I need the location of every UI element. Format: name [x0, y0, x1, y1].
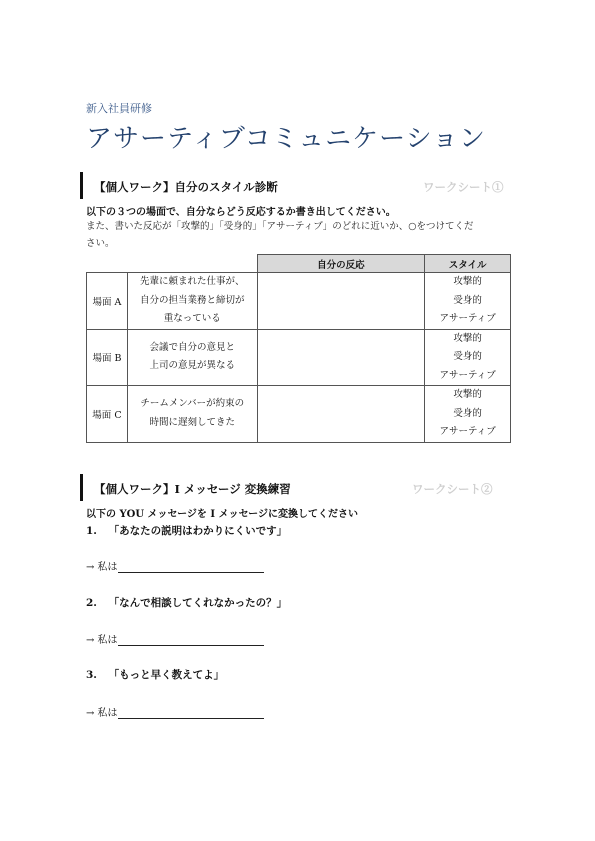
situation-line: 自分の担当業務と締切が	[140, 294, 245, 306]
section-1-instruction-bold: 以下の３つの場面で、自分ならどう反応するか書き出してください。	[86, 207, 396, 218]
section-2-instruction-bold: 以下の YOU メッセージを I メッセージに変換してください	[86, 509, 358, 520]
question-number: 3.	[86, 669, 97, 681]
style-option-passive[interactable]: 受身的	[453, 294, 482, 306]
situation-line: 先輩に頼まれた仕事が、	[140, 276, 245, 287]
table-header-blank	[87, 255, 258, 273]
table-row	[87, 386, 511, 443]
style-option-aggressive[interactable]: 攻撃的	[453, 332, 482, 344]
section-1-instruction	[86, 218, 516, 252]
style-option-aggressive[interactable]: 攻撃的	[453, 276, 482, 287]
question-1	[86, 523, 287, 538]
question-text: 「もっと早く教えてよ」	[108, 669, 225, 681]
situation-line: 時間に遅刻してきた	[149, 416, 236, 428]
diagnosis-table	[86, 254, 511, 443]
situation-cell	[127, 329, 257, 386]
worksheet-2-label: ワークシート②	[412, 482, 493, 496]
reaction-input-cell[interactable]	[257, 273, 425, 330]
style-option-assertive[interactable]: アサーティブ	[439, 369, 496, 381]
section-1-instruction-line-1: また、書いた反応が「攻撃的」「受身的」「アサーティブ」のどれに近いか、○をつけてくだ	[86, 221, 474, 232]
section-1-bar	[80, 172, 83, 199]
answer-prefix: → 私は	[86, 635, 118, 646]
question-number: 1.	[86, 525, 97, 537]
course-subtitle: 新入社員研修	[86, 102, 152, 115]
section-1-instruction-line-2: さい。	[86, 238, 115, 249]
question-number: 2.	[86, 597, 97, 609]
section-2-title: 【個人ワーク】I メッセージ 変換練習	[94, 482, 291, 496]
answer-line-input[interactable]	[118, 633, 264, 646]
reaction-input-cell[interactable]	[257, 329, 425, 386]
style-option-passive[interactable]: 受身的	[453, 351, 482, 362]
style-option-assertive[interactable]: アサーティブ	[439, 313, 496, 324]
table-header-row	[87, 255, 511, 273]
question-2	[86, 595, 287, 610]
worksheet-1-label: ワークシート①	[423, 180, 504, 194]
column-header-reaction: 自分の反応	[257, 255, 425, 273]
column-header-style: スタイル	[425, 255, 511, 273]
table-row	[87, 273, 511, 330]
question-text: 「なんで相談してくれなかったの？」	[108, 597, 288, 609]
style-options-cell	[425, 273, 511, 330]
answer-line-input[interactable]	[118, 560, 264, 573]
answer-line-input[interactable]	[118, 706, 264, 719]
table-row	[87, 329, 511, 386]
style-options-cell	[425, 386, 511, 443]
answer-prefix: → 私は	[86, 708, 118, 719]
style-option-assertive[interactable]: アサーティブ	[439, 426, 496, 437]
scene-label: 場面 B	[87, 329, 128, 386]
situation-line: 会議で自分の意見と	[149, 341, 236, 353]
section-2-bar	[80, 474, 83, 501]
question-3	[86, 667, 224, 682]
answer-3	[86, 704, 264, 719]
question-text: 「あなたの説明はわかりにくいです」	[108, 525, 288, 537]
answer-prefix: → 私は	[86, 562, 118, 573]
section-1-title: 【個人ワーク】自分のスタイル診断	[94, 180, 278, 194]
situation-cell	[127, 386, 257, 443]
scene-label: 場面 A	[87, 273, 128, 330]
answer-2	[86, 631, 264, 646]
style-options-cell	[425, 329, 511, 386]
situation-cell	[127, 273, 257, 330]
scene-label: 場面 C	[87, 386, 128, 443]
situation-line: 重なっている	[163, 313, 221, 324]
style-option-passive[interactable]: 受身的	[453, 407, 482, 419]
page-title: アサーティブコミュニケーション	[86, 124, 487, 154]
answer-1	[86, 558, 264, 573]
reaction-input-cell[interactable]	[257, 386, 425, 443]
situation-line: チームメンバーが約束の	[140, 398, 245, 410]
style-option-aggressive[interactable]: 攻撃的	[453, 389, 482, 400]
situation-line: 上司の意見が異なる	[149, 360, 236, 372]
